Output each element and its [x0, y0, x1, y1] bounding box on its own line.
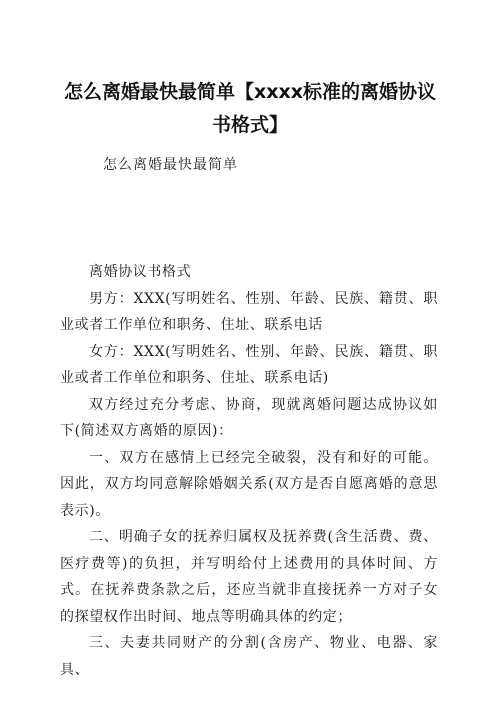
paragraph-clause-2: 二、明确子女的抚养归属权及抚养费(含生活费、费、医疗费等)的负担，并写明给付上述费用的具体时间、方式。在抚养费条款之后，还应当就非直接抚养一方对子女的探望权作出时间、地点等明确具体的约定；: [60, 529, 438, 625]
document-title: 怎么离婚最快最简单【xxxx标准的离婚协议书格式】: [63, 81, 437, 136]
paragraph-heading: 离婚协议书格式: [89, 264, 192, 280]
document-subtitle: 怎么离婚最快最简单: [103, 157, 238, 173]
paragraph-clause-3: 三、夫妻共同财产的分割(含房产、物业、电器、家具、: [60, 635, 438, 678]
paragraph-female-party: 女方：XXX(写明姓名、性别、年龄、民族、籍贯、职业或者工作单位和职务、住址、联系电话): [60, 343, 438, 386]
paragraph-clause-1: 一、双方在感情上已经完全破裂，没有和好的可能。因此，双方均同意解除婚姻关系(双方是否自愿离婚的意思表示)。: [60, 449, 438, 519]
document-body: [60, 259, 438, 683]
paragraph-male-party: 男方：XXX(写明姓名、性别、年龄、民族、籍贯、职业或者工作单位和职务、住址、联系电话: [60, 290, 438, 333]
paragraph-agreement-intro: 双方经过充分考虑、协商，现就离婚问题达成协议如下(简述双方离婚的原因)：: [60, 396, 438, 439]
